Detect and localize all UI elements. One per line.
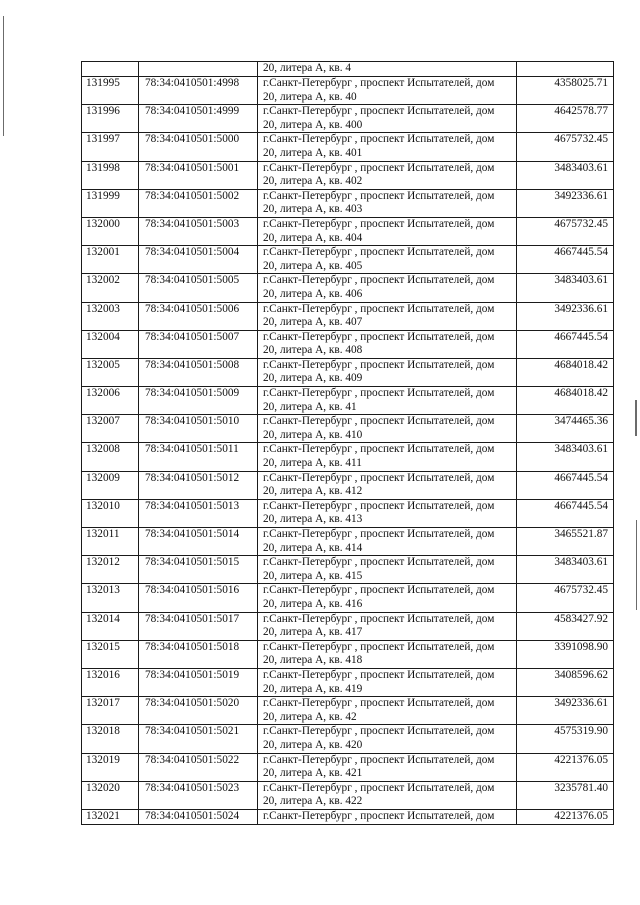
cadastral-value-table: [81, 61, 614, 825]
table-row: [82, 274, 614, 302]
cell-number: 132003: [82, 302, 139, 330]
cell-address: [258, 443, 517, 471]
cell-cadastral-number: 78:34:0410501:5017: [139, 612, 258, 640]
cell-address: [258, 358, 517, 386]
address-line: г.Санкт-Петербург , проспект Испытателей, дом: [263, 415, 495, 428]
cell-cadastral-number: 78:34:0410501:5015: [139, 556, 258, 584]
cell-cadastral-number: [139, 62, 258, 77]
address-line: г.Санкт-Петербург , проспект Испытателей, дом: [263, 471, 495, 484]
cell-address: [258, 62, 517, 77]
cell-number: 132018: [82, 725, 139, 753]
cell-address: [258, 387, 517, 415]
table-row: [82, 443, 614, 471]
cell-cadastral-value: 4575319.90: [517, 725, 614, 753]
cell-address: [258, 528, 517, 556]
cell-address: [258, 753, 517, 781]
address-line: 20, литера А, кв. 41: [263, 400, 357, 413]
address-line: 20, литера А, кв. 420: [263, 738, 363, 751]
cell-cadastral-value: 3465521.87: [517, 528, 614, 556]
cell-address: [258, 584, 517, 612]
scan-edge-mark-right: [635, 400, 637, 436]
cell-cadastral-number: 78:34:0410501:5000: [139, 133, 258, 161]
table-row: [82, 753, 614, 781]
address-line: 20, литера А, кв. 404: [263, 231, 363, 244]
cell-number: 132004: [82, 330, 139, 358]
cell-address: [258, 77, 517, 105]
address-line: 20, литера А, кв. 406: [263, 287, 363, 300]
address-line: 20, литера А, кв. 422: [263, 795, 363, 808]
table-row: [82, 387, 614, 415]
table-row-continued: [82, 62, 614, 77]
cell-address: [258, 556, 517, 584]
table-row: [82, 725, 614, 753]
table-body: [82, 62, 614, 825]
cell-cadastral-number: 78:34:0410501:4999: [139, 105, 258, 133]
cell-cadastral-value: 4684018.42: [517, 358, 614, 386]
cell-cadastral-value: [517, 62, 614, 77]
cell-cadastral-value: 3408596.62: [517, 668, 614, 696]
cell-number: 132020: [82, 781, 139, 809]
cell-address: [258, 781, 517, 809]
cell-address: [258, 809, 517, 824]
cell-address: [258, 330, 517, 358]
address-line: г.Санкт-Петербург , проспект Испытателей, дом: [263, 809, 495, 822]
table-row: [82, 499, 614, 527]
cell-cadastral-number: 78:34:0410501:5007: [139, 330, 258, 358]
address-line: г.Санкт-Петербург , проспект Испытателей, дом: [263, 274, 495, 287]
cell-cadastral-number: 78:34:0410501:5014: [139, 528, 258, 556]
table-row: [82, 668, 614, 696]
table-row: [82, 584, 614, 612]
address-line: 20, литера А, кв. 40: [263, 90, 357, 103]
address-line: 20, литера А, кв. 412: [263, 485, 363, 498]
address-line: 20, литера А, кв. 407: [263, 316, 363, 329]
table-row: [82, 415, 614, 443]
cell-address: [258, 217, 517, 245]
cell-address: [258, 274, 517, 302]
cell-number: 132012: [82, 556, 139, 584]
address-line: г.Санкт-Петербург , проспект Испытателей, дом: [263, 161, 495, 174]
cell-address: [258, 471, 517, 499]
table-row: [82, 217, 614, 245]
cell-number: 132002: [82, 274, 139, 302]
cell-cadastral-number: 78:34:0410501:5001: [139, 161, 258, 189]
cell-cadastral-number: 78:34:0410501:5023: [139, 781, 258, 809]
table-row: [82, 358, 614, 386]
cell-cadastral-number: 78:34:0410501:5018: [139, 640, 258, 668]
address-line: г.Санкт-Петербург , проспект Испытателей, дом: [263, 584, 495, 597]
cell-cadastral-value: 3483403.61: [517, 274, 614, 302]
table-row: [82, 697, 614, 725]
cell-cadastral-value: 4221376.05: [517, 809, 614, 824]
cell-address: [258, 133, 517, 161]
cell-number: 131998: [82, 161, 139, 189]
cell-number: 132021: [82, 809, 139, 824]
cell-number: 132005: [82, 358, 139, 386]
cell-address: [258, 499, 517, 527]
cell-address: [258, 668, 517, 696]
address-line: 20, литера А, кв. 4: [263, 62, 351, 74]
cell-cadastral-number: 78:34:0410501:5008: [139, 358, 258, 386]
cell-cadastral-number: 78:34:0410501:5006: [139, 302, 258, 330]
cell-cadastral-number: 78:34:0410501:5024: [139, 809, 258, 824]
table-row: [82, 161, 614, 189]
cell-cadastral-number: 78:34:0410501:5002: [139, 189, 258, 217]
cell-cadastral-value: 4667445.54: [517, 471, 614, 499]
address-line: 20, литера А, кв. 417: [263, 626, 363, 639]
scan-edge-mark-right-lower: [636, 520, 637, 610]
address-line: 20, литера А, кв. 409: [263, 372, 363, 385]
address-line: г.Санкт-Петербург , проспект Испытателей, дом: [263, 528, 495, 540]
cell-cadastral-number: 78:34:0410501:5004: [139, 246, 258, 274]
cell-cadastral-number: 78:34:0410501:5022: [139, 753, 258, 781]
address-line: 20, литера А, кв. 419: [263, 682, 363, 695]
address-line: г.Санкт-Петербург , проспект Испытателей, дом: [263, 302, 495, 315]
table-row: [82, 302, 614, 330]
cell-address: [258, 640, 517, 668]
cell-cadastral-number: 78:34:0410501:5021: [139, 725, 258, 753]
table-row: [82, 105, 614, 133]
address-line: г.Санкт-Петербург , проспект Испытателей, дом: [263, 358, 495, 371]
cell-cadastral-value: 4583427.92: [517, 612, 614, 640]
cell-address: [258, 725, 517, 753]
address-line: 20, литера А, кв. 411: [263, 457, 362, 470]
table-row: [82, 612, 614, 640]
address-line: г.Санкт-Петербург , проспект Испытателей, дом: [263, 725, 495, 738]
cell-number: [82, 62, 139, 77]
address-line: 20, литера А, кв. 413: [263, 513, 363, 526]
cell-cadastral-value: 4358025.71: [517, 77, 614, 105]
cell-cadastral-value: 4675732.45: [517, 217, 614, 245]
cell-number: 132010: [82, 499, 139, 527]
cell-address: [258, 697, 517, 725]
cell-number: 131995: [82, 77, 139, 105]
cell-address: [258, 105, 517, 133]
address-line: г.Санкт-Петербург , проспект Испытателей, дом: [263, 668, 495, 681]
address-line: 20, литера А, кв. 42: [263, 710, 357, 723]
cell-cadastral-value: 3492336.61: [517, 302, 614, 330]
cell-number: 132013: [82, 584, 139, 612]
cell-number: 131999: [82, 189, 139, 217]
cell-cadastral-value: 3492336.61: [517, 189, 614, 217]
cell-address: [258, 161, 517, 189]
cell-address: [258, 189, 517, 217]
cell-number: 132007: [82, 415, 139, 443]
cell-cadastral-value: 3483403.61: [517, 443, 614, 471]
table-row: [82, 640, 614, 668]
cell-cadastral-number: 78:34:0410501:5009: [139, 387, 258, 415]
table-row: [82, 133, 614, 161]
cell-cadastral-value: 3391098.90: [517, 640, 614, 668]
cell-number: 132006: [82, 387, 139, 415]
address-line: г.Санкт-Петербург , проспект Испытателей, дом: [263, 189, 495, 202]
cell-cadastral-value: 3483403.61: [517, 161, 614, 189]
cell-address: [258, 302, 517, 330]
cell-number: 132001: [82, 246, 139, 274]
table-row: [82, 189, 614, 217]
cell-cadastral-number: 78:34:0410501:5016: [139, 584, 258, 612]
cell-number: 132016: [82, 668, 139, 696]
cell-cadastral-value: 4221376.05: [517, 753, 614, 781]
table-row: [82, 809, 614, 824]
cell-cadastral-number: 78:34:0410501:5019: [139, 668, 258, 696]
address-line: г.Санкт-Петербург , проспект Испытателей, дом: [263, 246, 495, 259]
cell-cadastral-number: 78:34:0410501:5011: [139, 443, 258, 471]
cell-cadastral-value: 4642578.77: [517, 105, 614, 133]
address-line: г.Санкт-Петербург , проспект Испытателей, дом: [263, 77, 495, 89]
address-line: г.Санкт-Петербург , проспект Испытателей, дом: [263, 499, 495, 512]
cell-cadastral-value: 4684018.42: [517, 387, 614, 415]
cell-cadastral-number: 78:34:0410501:5013: [139, 499, 258, 527]
cell-cadastral-value: 4667445.54: [517, 330, 614, 358]
address-line: г.Санкт-Петербург , проспект Испытателей, дом: [263, 443, 495, 456]
cell-cadastral-value: 4675732.45: [517, 584, 614, 612]
table-row: [82, 77, 614, 105]
cell-number: 132009: [82, 471, 139, 499]
address-line: 20, литера А, кв. 400: [263, 118, 363, 131]
address-line: г.Санкт-Петербург , проспект Испытателей, дом: [263, 217, 495, 230]
address-line: 20, литера А, кв. 405: [263, 259, 363, 272]
address-line: 20, литера А, кв. 403: [263, 203, 363, 216]
cell-number: 131997: [82, 133, 139, 161]
cell-cadastral-value: 3235781.40: [517, 781, 614, 809]
address-line: г.Санкт-Петербург , проспект Испытателей, дом: [263, 612, 495, 625]
address-line: 20, литера А, кв. 410: [263, 428, 363, 441]
cell-cadastral-value: 3483403.61: [517, 556, 614, 584]
address-line: г.Санкт-Петербург , проспект Испытателей, дом: [263, 753, 495, 766]
cell-number: 132015: [82, 640, 139, 668]
address-line: г.Санкт-Петербург , проспект Испытателей, дом: [263, 133, 495, 146]
cell-cadastral-value: 4675732.45: [517, 133, 614, 161]
cell-cadastral-number: 78:34:0410501:4998: [139, 77, 258, 105]
cell-number: 132019: [82, 753, 139, 781]
address-line: 20, литера А, кв. 415: [263, 569, 363, 582]
cell-cadastral-value: 4667445.54: [517, 499, 614, 527]
table-row: [82, 528, 614, 556]
cell-number: 131996: [82, 105, 139, 133]
cell-cadastral-number: 78:34:0410501:5010: [139, 415, 258, 443]
cell-number: 132008: [82, 443, 139, 471]
cell-number: 132014: [82, 612, 139, 640]
address-line: 20, литера А, кв. 414: [263, 541, 363, 554]
cell-cadastral-number: 78:34:0410501:5003: [139, 217, 258, 245]
scan-edge-mark-left: [3, 16, 4, 136]
address-line: 20, литера А, кв. 421: [263, 767, 363, 780]
cell-number: 132000: [82, 217, 139, 245]
table-row: [82, 330, 614, 358]
table-row: [82, 246, 614, 274]
address-line: 20, литера А, кв. 401: [263, 146, 363, 159]
table-row: [82, 781, 614, 809]
cell-cadastral-number: 78:34:0410501:5020: [139, 697, 258, 725]
cell-cadastral-value: 4667445.54: [517, 246, 614, 274]
cell-cadastral-number: 78:34:0410501:5005: [139, 274, 258, 302]
cell-cadastral-value: 3492336.61: [517, 697, 614, 725]
address-line: г.Санкт-Петербург , проспект Испытателей, дом: [263, 781, 495, 794]
address-line: г.Санкт-Петербург , проспект Испытателей, дом: [263, 697, 495, 710]
address-line: 20, литера А, кв. 418: [263, 654, 363, 667]
table-row: [82, 556, 614, 584]
cell-cadastral-number: 78:34:0410501:5012: [139, 471, 258, 499]
address-line: г.Санкт-Петербург , проспект Испытателей, дом: [263, 556, 495, 569]
address-line: г.Санкт-Петербург , проспект Испытателей, дом: [263, 330, 495, 343]
address-line: г.Санкт-Петербург , проспект Испытателей, дом: [263, 105, 495, 118]
cell-number: 132017: [82, 697, 139, 725]
cell-cadastral-value: 3474465.36: [517, 415, 614, 443]
address-line: 20, литера А, кв. 416: [263, 597, 363, 610]
address-line: г.Санкт-Петербург , проспект Испытателей, дом: [263, 640, 495, 653]
table-row: [82, 471, 614, 499]
address-line: 20, литера А, кв. 402: [263, 175, 363, 188]
cell-address: [258, 246, 517, 274]
cell-address: [258, 415, 517, 443]
address-line: г.Санкт-Петербург , проспект Испытателей, дом: [263, 387, 495, 400]
cell-address: [258, 612, 517, 640]
cell-number: 132011: [82, 528, 139, 556]
address-line: 20, литера А, кв. 408: [263, 344, 363, 357]
